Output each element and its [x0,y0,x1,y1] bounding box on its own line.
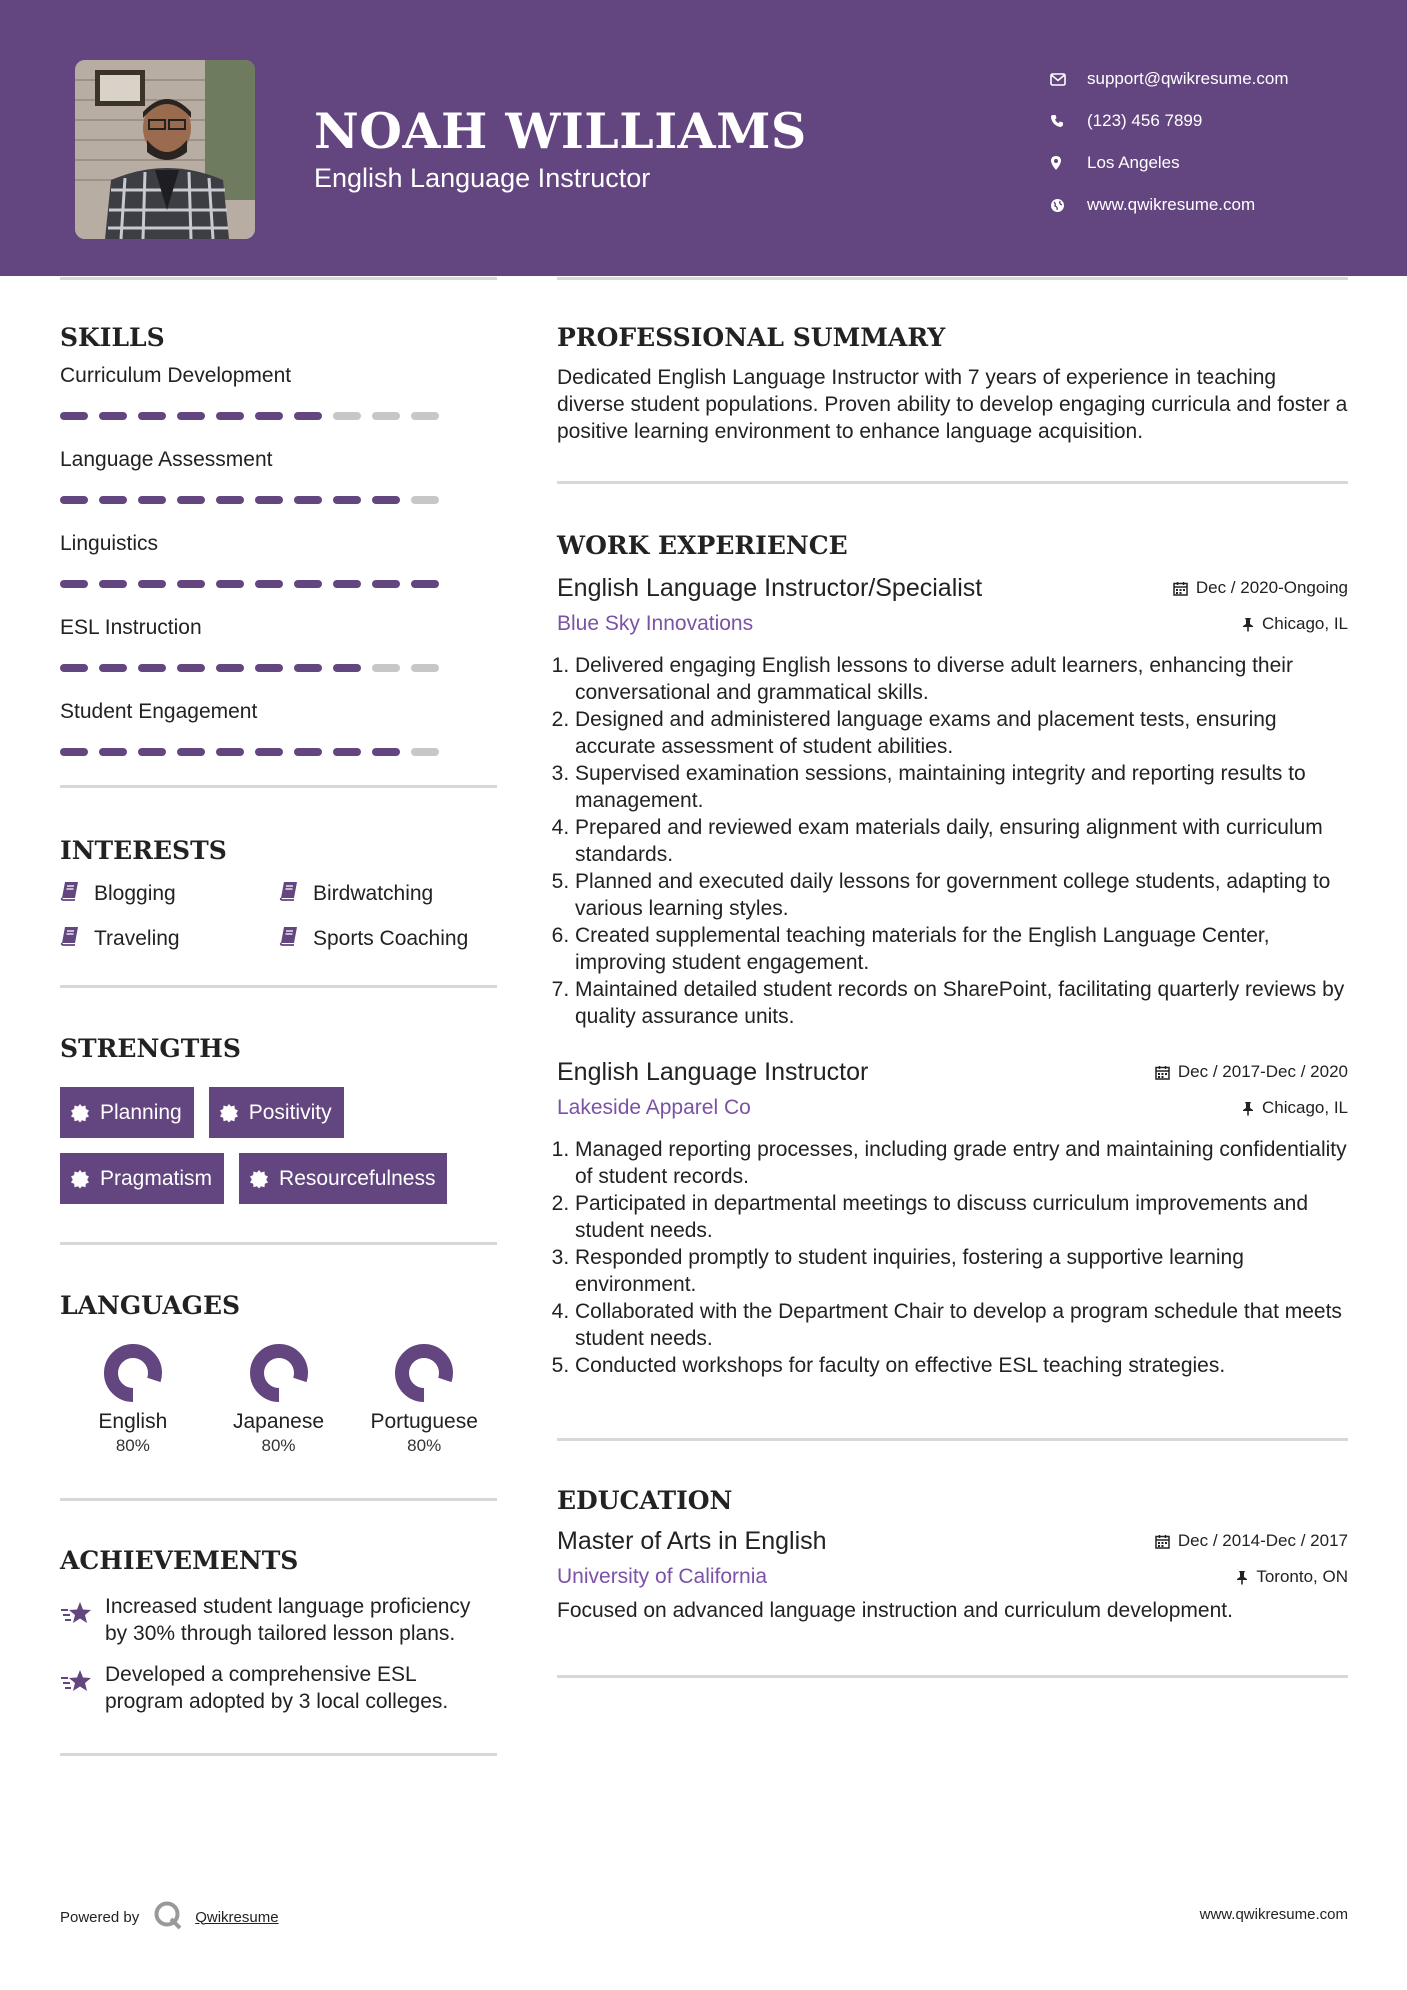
skill-level-dot [60,748,88,756]
job-dates-text: Dec / 2017-Dec / 2020 [1177,1062,1348,1081]
language-percent: 80% [261,1436,296,1455]
book-icon [279,926,313,952]
skill-level-dot [333,496,361,504]
education-description: Focused on advanced language instruction and curriculum development. [557,1599,1233,1622]
skill-level-dot [138,580,166,588]
skill-level-dot [255,496,283,504]
contact-list [1050,58,1380,226]
skill-level-bar [60,560,497,604]
strength-chip [209,1087,344,1138]
interest-label: Traveling [94,926,180,950]
job-duty-item: 6. Created supplemental teaching materials for the English Language Center, improving student engagement. [575,922,1348,976]
language-name: English [98,1410,168,1433]
job-subheader [557,606,1348,642]
interest-label: Birdwatching [313,881,434,905]
badge-icon [219,1103,239,1123]
education-location [1236,1567,1348,1587]
skill-level-dot [216,748,244,756]
job-duty-item: 2. Designed and administered language exams and placement tests, ensuring accurate assessment of student abilities. [575,706,1348,760]
experience-heading: WORK EXPERIENCE [557,531,848,560]
qwikresume-logo-icon [153,1900,183,1934]
interest-label: Blogging [94,881,176,905]
divider [60,1498,497,1501]
skill-name: Linguistics [60,532,159,555]
strength-label: Planning [100,1100,182,1124]
contact-phone-text: (123) 456 7899 [1087,111,1203,130]
job-location [1242,1098,1348,1118]
right-column [557,320,1348,1678]
language-ring-chart [60,1338,206,1408]
achievement-text: Increased student language proficiency by 30% through tailored lesson plans. [105,1595,471,1645]
job-header [557,1054,1348,1090]
job-duty-item: 1. Managed reporting processes, including grade entry and maintaining confidentiality of student records. [575,1136,1348,1190]
skill-level-dot [372,664,400,672]
globe-icon [1050,198,1087,213]
skills-list [60,360,497,772]
language-item [351,1338,497,1460]
job-duty-item: 7. Maintained detailed student records on SharePoint, facilitating quarterly reviews by quality assurance units. [575,976,1348,1030]
skill-level-dot [372,496,400,504]
achievement-text: Developed a comprehensive ESL program adopted by 3 local colleges. [105,1663,449,1713]
resume-header [0,0,1407,276]
divider [557,1438,1348,1441]
skill-level-bar [60,728,497,772]
envelope-icon [1050,73,1087,86]
skill-name: Curriculum Development [60,364,292,387]
skill-level-dot [255,580,283,588]
language-name: Portuguese [370,1410,478,1433]
skill-level-dot [177,664,205,672]
footer-website[interactable]: www.qwikresume.com [1199,1906,1348,1923]
language-name: Japanese [232,1410,325,1433]
skill-name: Student Engagement [60,700,258,723]
contact-email[interactable] [1050,58,1380,100]
strength-chip [60,1153,224,1204]
skill-level-dot [60,664,88,672]
phone-icon [1050,114,1087,128]
skill-level-dot [216,580,244,588]
language-item [206,1338,352,1460]
skill-level-dot [411,664,439,672]
interests-section [60,833,497,955]
interest-item [60,922,279,955]
divider [60,1242,497,1245]
education-dates-text: Dec / 2014-Dec / 2017 [1177,1531,1348,1550]
skill-level-dot [255,412,283,420]
skill-level-dot [294,412,322,420]
job-location [1242,614,1348,634]
skill-level-dot [60,412,88,420]
skill-level-dot [255,748,283,756]
strength-label: Positivity [248,1100,332,1124]
job-entry [557,1054,1348,1379]
skill-level-dot [411,496,439,504]
job-title: English Language Instructor/Specialist [557,574,983,602]
book-icon [60,926,94,952]
skill-level-bar [60,392,497,436]
education-subheader [557,1559,1348,1595]
job-subheader [557,1090,1348,1126]
calendar-icon [1173,581,1188,596]
divider [60,985,497,988]
badge-icon [249,1169,269,1189]
skill-level-dot [99,412,127,420]
interest-item [279,922,498,955]
job-dates [1155,1062,1348,1082]
star-award-icon [60,1661,105,1715]
candidate-name: NOAH WILLIAMS [314,102,807,160]
school-name: University of California [557,1565,768,1588]
skill-level-dot [294,496,322,504]
divider [60,785,497,788]
skill-level-dot [333,748,361,756]
job-duty-item: 2. Participated in departmental meetings to discuss curriculum improvements and student needs. [575,1190,1348,1244]
job-duty-item: 3. Responded promptly to student inquiries, fostering a supportive learning environment. [575,1244,1348,1298]
skill-level-dot [138,496,166,504]
achievement-item [60,1593,497,1647]
footer-powered-by [60,1900,279,1934]
job-duties-list [557,652,1348,1030]
strength-chip [60,1087,194,1138]
language-ring-chart [206,1338,352,1408]
skill-level-dot [177,748,205,756]
language-ring-chart [351,1338,497,1408]
job-duty-item: 5. Conducted workshops for faculty on effective ESL teaching strategies. [575,1352,1348,1379]
skill-level-dot [372,412,400,420]
skill-level-dot [99,496,127,504]
experience-section [557,528,1348,1379]
contact-location [1050,142,1380,184]
divider [557,1675,1348,1678]
skill-level-dot [216,412,244,420]
summary-text: Dedicated English Language Instructor with 7 years of experience in teaching diverse student populations. Proven ability to develop engaging curricula and foster a positive learning environment to enhance language acquisition. [557,366,1348,443]
skill-level-dot [333,580,361,588]
skill-level-dot [216,496,244,504]
strengths-section [60,1031,497,1204]
interests-list [60,877,497,955]
skill-level-dot [138,748,166,756]
skill-level-dot [177,412,205,420]
pushpin-icon [1242,617,1254,632]
skill-level-dot [138,412,166,420]
job-duties-list [557,1136,1348,1379]
interest-item [279,877,498,910]
company-name: Blue Sky Innovations [557,612,754,635]
profile-photo [75,60,255,239]
job-entry [557,570,1348,1030]
contact-email-text: support@qwikresume.com [1087,69,1289,88]
strength-label: Resourcefulness [279,1166,436,1190]
skill-level-dot [294,664,322,672]
strengths-heading: STRENGTHS [60,1034,241,1063]
skill-name: Language Assessment [60,448,273,471]
job-title: English Language Instructor [557,1058,869,1086]
achievements-heading: ACHIEVEMENTS [60,1546,299,1575]
job-duty-item: 5. Planned and executed daily lessons for government college students, adapting to various learning styles. [575,868,1348,922]
interest-label: Sports Coaching [313,926,469,950]
skill-level-dot [99,580,127,588]
pushpin-icon [1236,1570,1248,1585]
language-item [60,1338,206,1460]
header-divider-left [60,277,497,280]
skill-level-bar [60,476,497,520]
left-column [60,320,497,1756]
education-section [557,1483,1348,1624]
company-name: Lakeside Apparel Co [557,1096,751,1119]
contact-website[interactable] [1050,184,1380,226]
languages-heading: LANGUAGES [60,1291,241,1320]
badge-icon [70,1169,90,1189]
skill-level-dot [411,748,439,756]
strength-chip [239,1153,447,1204]
job-location-text: Chicago, IL [1262,614,1348,633]
languages-section [60,1288,497,1460]
skill-level-dot [138,664,166,672]
summary-section [557,320,1348,445]
skill-level-bar [60,644,497,688]
education-heading: EDUCATION [557,1486,733,1515]
skill-level-dot [99,748,127,756]
skills-heading: SKILLS [60,323,165,352]
skill-level-dot [294,748,322,756]
education-dates [1155,1531,1348,1551]
skill-level-dot [60,580,88,588]
header-divider-right [557,277,1348,280]
strength-label: Pragmatism [100,1166,213,1190]
job-duty-item: 4. Collaborated with the Department Chair to develop a program schedule that meets student needs. [575,1298,1348,1352]
job-dates [1173,578,1348,598]
skill-level-dot [372,748,400,756]
job-duty-item: 1. Delivered engaging English lessons to diverse adult learners, enhancing their conversational and grammatical skills. [575,652,1348,706]
book-icon [60,881,94,907]
education-header [557,1523,1348,1559]
achievements-section [60,1543,497,1715]
interest-item [60,877,279,910]
skill-level-dot [255,664,283,672]
location-pin-icon [1050,155,1087,171]
job-location-text: Chicago, IL [1262,1098,1348,1117]
contact-location-text: Los Angeles [1087,153,1180,172]
skill-level-dot [216,664,244,672]
skill-level-dot [294,580,322,588]
job-duty-item: 3. Supervised examination sessions, maintaining integrity and reporting results to management. [575,760,1348,814]
summary-heading: PROFESSIONAL SUMMARY [557,323,946,352]
divider [557,481,1348,484]
calendar-icon [1155,1534,1170,1549]
candidate-title: English Language Instructor [314,163,651,193]
badge-icon [70,1103,90,1123]
language-percent: 80% [407,1436,442,1455]
strengths-list [60,1087,497,1204]
pushpin-icon [1242,1101,1254,1116]
qwikresume-link[interactable]: Qwikresume [195,1908,279,1926]
interests-heading: INTERESTS [60,836,227,865]
education-location-text: Toronto, ON [1256,1567,1348,1586]
skill-level-dot [177,496,205,504]
skill-level-dot [333,664,361,672]
job-duty-item: 4. Prepared and reviewed exam materials daily, ensuring alignment with curriculum standards. [575,814,1348,868]
skill-name: ESL Instruction [60,616,202,639]
skill-level-dot [411,580,439,588]
skill-level-dot [99,664,127,672]
skills-section [60,320,497,772]
skill-level-dot [372,580,400,588]
divider [60,1753,497,1756]
achievement-item [60,1661,497,1715]
contact-phone[interactable] [1050,100,1380,142]
degree-title: Master of Arts in English [557,1527,827,1555]
star-award-icon [60,1593,105,1647]
job-dates-text: Dec / 2020-Ongoing [1195,578,1348,597]
calendar-icon [1155,1065,1170,1080]
skill-level-dot [177,580,205,588]
languages-list [60,1338,497,1460]
skill-level-dot [411,412,439,420]
skill-level-dot [333,412,361,420]
powered-by-label: Powered by [60,1908,140,1926]
book-icon [279,881,313,907]
language-percent: 80% [115,1436,150,1455]
job-header [557,570,1348,606]
skill-level-dot [60,496,88,504]
contact-website-text: www.qwikresume.com [1087,195,1256,214]
